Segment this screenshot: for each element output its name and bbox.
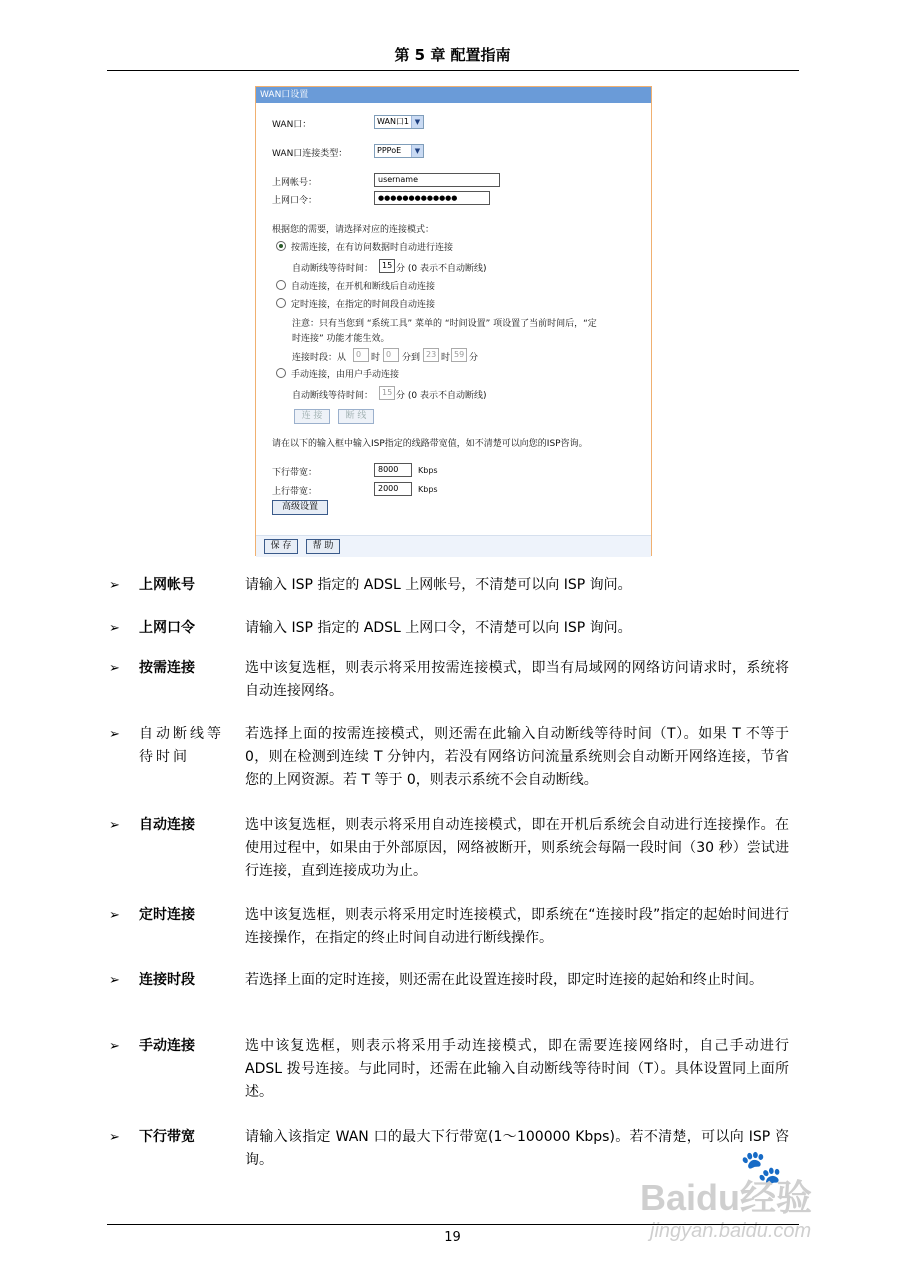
arrow-bullet-icon: ➢	[109, 1130, 120, 1145]
footer-divider	[107, 1224, 799, 1225]
period-to-label: 分到	[402, 353, 421, 363]
idle-time-input[interactable]: 15	[379, 259, 395, 273]
bandwidth-prompt: 请在以下的输入框中输入ISP指定的线路带宽值，如不清楚可以向您的ISP咨询。	[272, 439, 588, 449]
save-button[interactable]: 保 存	[264, 539, 298, 554]
list-item	[107, 617, 799, 640]
upstream-input[interactable]: 2000	[374, 482, 412, 496]
wan-settings-screenshot	[255, 86, 652, 556]
watermark-brand: Baidu经验	[640, 1177, 813, 1218]
auto-connect-label: 自动连接，在开机和断线后自动连接	[291, 282, 436, 292]
item-description: 若选择上面的按需连接模式，则还需在此输入自动断线等待时间（T）。如果 T 不等于 0，则在检测到连续 T 分钟内，若没有网络访问流量系统则会自动断开网络连接，节省您的上网资源。若 T 等于 0，则表示系统不会自动断线。	[245, 726, 789, 788]
page-header: 第 5 章 配置指南	[394, 46, 511, 64]
list-item	[107, 657, 799, 703]
timed-connect-label: 定时连接，在指定的时间段自动连接	[291, 300, 436, 310]
item-description: 选中该复选框，则表示将采用定时连接模式，即系统在“连接时段”指定的起始时间进行连接操作，在指定的终止时间自动进行断线操作。	[245, 907, 789, 946]
period-hour-unit: 时	[371, 353, 381, 363]
item-description: 请输入该指定 WAN 口的最大下行带宽(1～100000 Kbps)。若不清楚，可以向 ISP 咨询。	[245, 1129, 789, 1168]
wan-panel-title: WAN口设置	[256, 87, 651, 103]
wan-panel-footer	[256, 535, 651, 557]
item-term: 手动连接	[139, 1038, 195, 1054]
list-item	[107, 904, 799, 950]
item-term: 下行带宽	[139, 1129, 195, 1145]
downstream-input[interactable]: 8000	[374, 463, 412, 477]
item-term: 自动断线等待时间	[139, 726, 224, 765]
arrow-bullet-icon: ➢	[109, 973, 120, 988]
item-term: 按需连接	[139, 660, 195, 676]
connect-button[interactable]: 连 接	[294, 409, 330, 424]
password-input[interactable]: ●●●●●●●●●●●●●	[374, 191, 490, 205]
mode-prompt: 根据您的需要，请选择对应的连接模式：	[272, 225, 435, 235]
item-description: 选中该复选框，则表示将采用自动连接模式，即在开机后系统会自动进行连接操作。在使用过程中，如果由于外部原因，网络被断开，则系统会每隔一段时间（30 秒）尝试进行连接，直到连接成功为止。	[245, 817, 789, 879]
period-from-minute-input[interactable]: 0	[383, 348, 399, 362]
item-term: 定时连接	[139, 907, 195, 923]
list-item	[107, 1035, 799, 1104]
item-term: 自动连接	[139, 817, 195, 833]
idle-time-label-2: 自动断线等待时间：	[292, 391, 374, 401]
upstream-unit: Kbps	[418, 485, 438, 494]
watermark-url: jingyan.baidu.com	[650, 1220, 812, 1242]
downstream-label: 下行带宽：	[272, 468, 318, 478]
list-item	[107, 969, 799, 1015]
timed-note-line1: 注意：只有当您到 “系统工具” 菜单的 “时间设置” 项设置了当前时间后，“定	[292, 319, 597, 329]
conn-type-value: PPPoE	[377, 146, 402, 155]
idle-time-label: 自动断线等待时间：	[292, 264, 374, 274]
conn-type-label: WAN口连接类型：	[272, 149, 348, 159]
arrow-bullet-icon: ➢	[109, 727, 120, 742]
page-number: 19	[444, 1230, 461, 1245]
item-term: 上网帐号	[139, 577, 195, 593]
period-hour-unit-2: 时	[441, 353, 451, 363]
idle-time-unit: 分 (0 表示不自动断线)	[396, 264, 487, 274]
arrow-bullet-icon: ➢	[109, 908, 120, 923]
auto-connect-radio[interactable]	[276, 280, 286, 290]
help-button[interactable]: 帮 助	[306, 539, 340, 554]
item-description: 选中该复选框，则表示将采用手动连接模式，即在需要连接网络时，自己手动进行 ADSL 拨号连接。与此同时，还需在此输入自动断线等待时间（T）。具体设置同上面所述。	[245, 1038, 789, 1100]
timed-connect-radio[interactable]	[276, 298, 286, 308]
period-label: 连接时段：从	[292, 353, 347, 363]
upstream-label: 上行带宽：	[272, 487, 318, 497]
on-demand-label: 按需连接，在有访问数据时自动进行连接	[291, 243, 454, 253]
manual-connect-radio[interactable]	[276, 368, 286, 378]
arrow-bullet-icon: ➢	[109, 818, 120, 833]
idle-time-unit-2: 分 (0 表示不自动断线)	[396, 391, 487, 401]
account-label: 上网帐号：	[272, 178, 318, 188]
wan-panel-body	[256, 103, 651, 541]
disconnect-button[interactable]: 断 线	[338, 409, 374, 424]
account-input[interactable]: username	[374, 173, 500, 187]
password-label: 上网口令：	[272, 196, 318, 206]
header-divider	[107, 70, 799, 71]
wan-port-value: WAN口1	[377, 117, 410, 126]
list-item	[107, 723, 799, 792]
item-description: 若选择上面的定时连接，则还需在此设置连接时段，即定时连接的起始和终止时间。	[245, 972, 763, 988]
arrow-bullet-icon: ➢	[109, 578, 120, 593]
timed-note-line2: 时连接” 功能才能生效。	[292, 334, 390, 344]
item-term: 上网口令	[139, 620, 195, 636]
list-item	[107, 574, 799, 597]
item-description: 请输入 ISP 指定的 ADSL 上网帐号，不清楚可以向 ISP 询问。	[245, 577, 632, 593]
manual-connect-label: 手动连接，由用户手动连接	[291, 370, 400, 380]
idle-time-input-2[interactable]: 15	[379, 386, 395, 400]
arrow-bullet-icon: ➢	[109, 661, 120, 676]
chevron-down-icon: ▼	[411, 145, 423, 157]
item-description: 请输入 ISP 指定的 ADSL 上网口令，不清楚可以向 ISP 询问。	[245, 620, 632, 636]
period-minute-unit: 分	[469, 353, 479, 363]
downstream-unit: Kbps	[418, 466, 438, 475]
period-from-hour-input[interactable]: 0	[353, 348, 369, 362]
item-term: 连接时段	[139, 972, 195, 988]
period-to-minute-input[interactable]: 59	[451, 348, 467, 362]
arrow-bullet-icon: ➢	[109, 1039, 120, 1054]
on-demand-radio[interactable]	[276, 241, 286, 251]
wan-port-select[interactable]	[374, 115, 424, 129]
arrow-bullet-icon: ➢	[109, 621, 120, 636]
advanced-settings-button[interactable]: 高级设置	[272, 500, 328, 515]
item-description: 选中该复选框，则表示将采用按需连接模式，即当有局域网的网络访问请求时，系统将自动连接网络。	[245, 660, 789, 699]
period-to-hour-input[interactable]: 23	[423, 348, 439, 362]
paw-icon: 🐾	[740, 1148, 783, 1188]
list-item	[107, 814, 799, 883]
conn-type-select[interactable]	[374, 144, 424, 158]
chevron-down-icon: ▼	[411, 116, 423, 128]
wan-port-label: WAN口：	[272, 120, 312, 130]
